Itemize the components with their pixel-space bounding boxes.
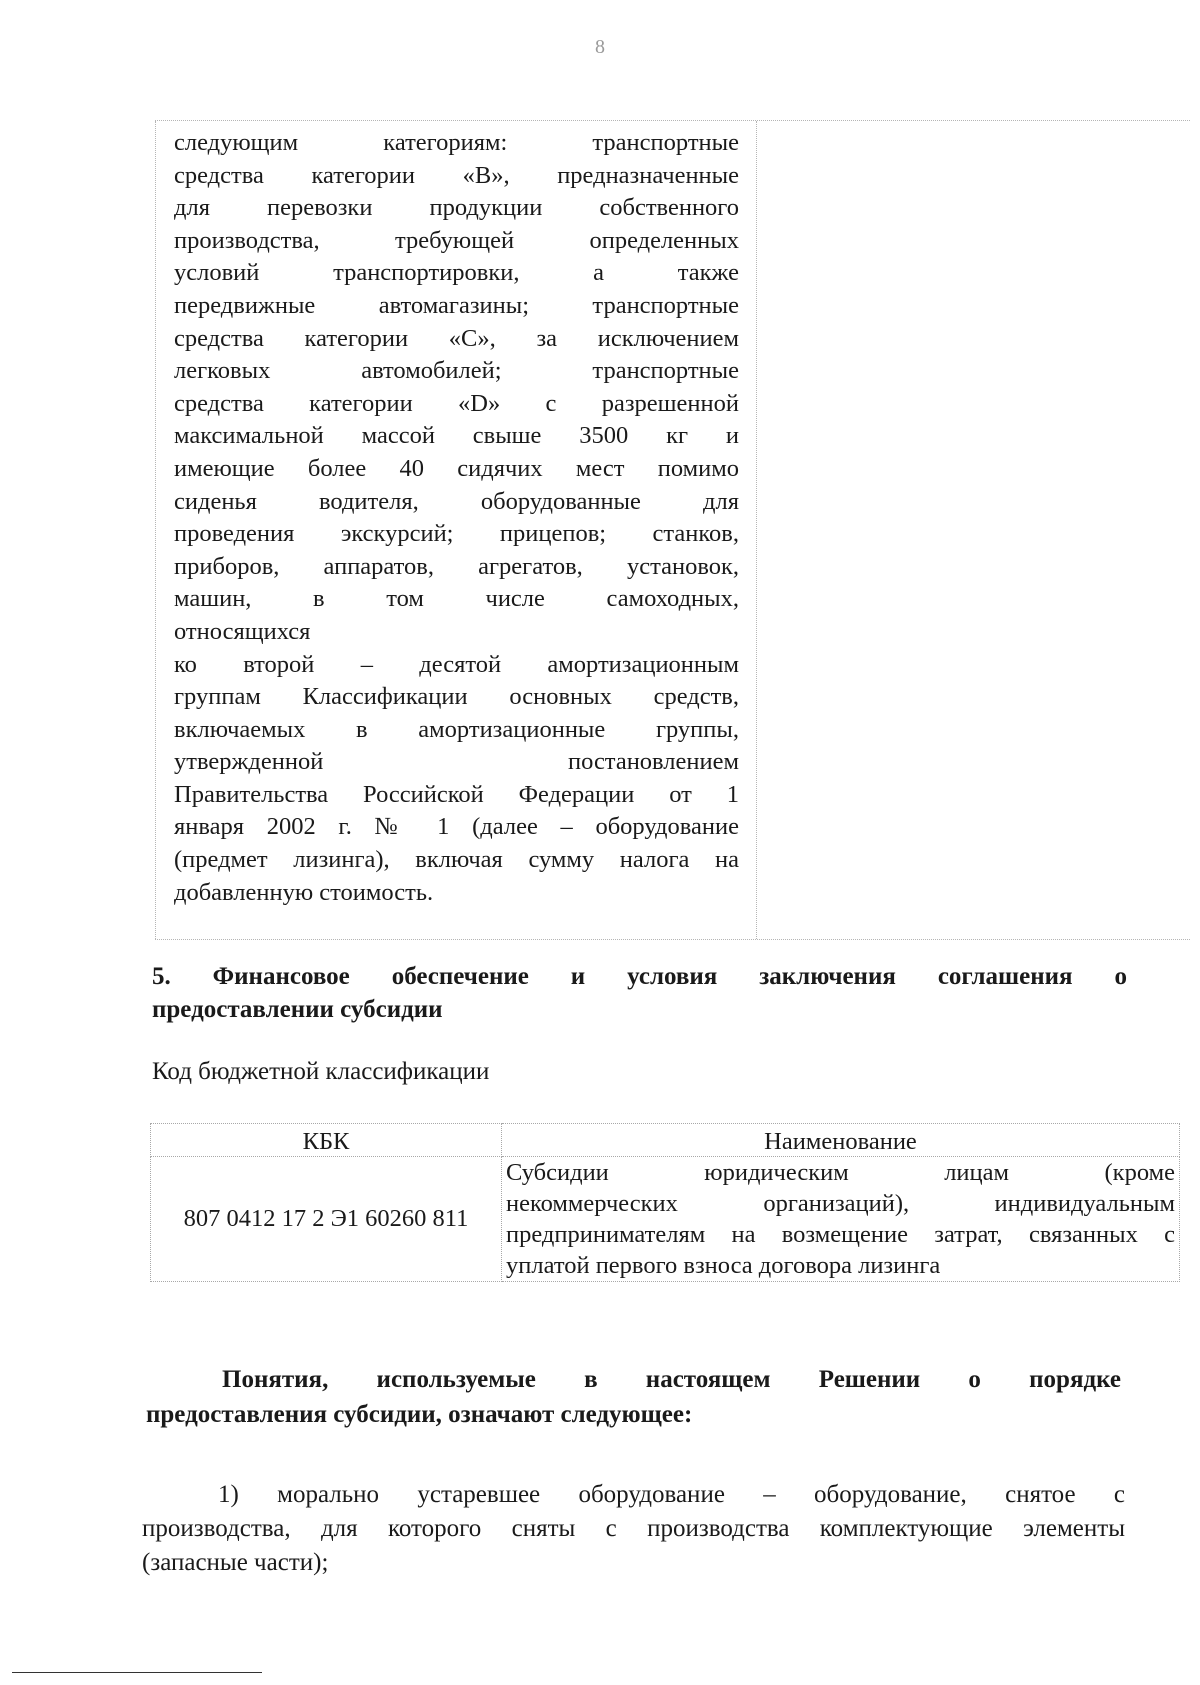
- equipment-text-line: группам Классификации основных средств,: [174, 683, 739, 711]
- section-heading-line: 5. Финансовое обеспечение и условия заключения соглашения о: [152, 963, 1127, 990]
- equipment-text-line: машин, в том числе самоходных,: [174, 585, 739, 613]
- page-number: 8: [595, 36, 605, 58]
- equipment-text-line: производства, требующей определенных: [174, 226, 739, 254]
- equipment-text-line: максимальной массой свыше 3500 кг и: [174, 422, 739, 450]
- equipment-text-line: средства категории «С», за исключением: [174, 324, 739, 352]
- equipment-text-line: условий транспортировки, а также: [174, 259, 739, 287]
- kbk-table-header-row: [151, 1124, 1180, 1157]
- header-kbk: КБК: [151, 1124, 502, 1157]
- definition-item-1: [142, 1478, 1125, 1580]
- footnote-rule: [12, 1672, 262, 1673]
- kbk-name-line: уплатой первого взноса договора лизинга: [506, 1252, 941, 1279]
- equipment-text-line: Правительства Российской Федерации от 1: [174, 780, 739, 808]
- kbk-table: [150, 1123, 1180, 1282]
- equipment-table-continuation: [155, 120, 1190, 940]
- equipment-text-line: имеющие более 40 сидячих мест помимо: [174, 454, 739, 482]
- equipment-text-line: следующим категориям: транспортные: [174, 129, 739, 156]
- equipment-text-line: средства категории «В», предназначенные: [174, 161, 739, 189]
- definitions-heading: [146, 1362, 1121, 1432]
- kbk-name-cell: [502, 1157, 1180, 1282]
- table-row: [151, 1157, 1180, 1282]
- equipment-text-line: передвижные автомагазины; транспортные: [174, 291, 739, 319]
- definition-item-line: 1) морально устаревшее оборудование – оборудование, снятое с: [218, 1481, 1125, 1508]
- kbk-name-line: некоммерческих организаций), индивидуальным: [506, 1190, 1175, 1217]
- equipment-text-line: ко второй – десятой амортизационным: [174, 650, 739, 678]
- equipment-text-line: легковых автомобилей; транспортные: [174, 357, 739, 385]
- equipment-text-line: (предмет лизинга), включая сумму налога на: [174, 846, 739, 874]
- equipment-text-line: добавленную стоимость.: [174, 878, 434, 906]
- empty-right-cell: [755, 121, 1190, 939]
- header-name: Наименование: [502, 1124, 1180, 1157]
- definition-item-line: (запасные части);: [142, 1549, 329, 1576]
- kbk-code-cell: 807 0412 17 2 Э1 60260 811: [151, 1157, 502, 1282]
- equipment-text-line: января 2002 г. № 1 (далее – оборудование: [174, 813, 739, 841]
- definitions-heading-line: предоставления субсидии, означают следующее:: [146, 1401, 693, 1428]
- equipment-text-line: средства категории «D» с разрешенной: [174, 389, 739, 417]
- equipment-text-line: для перевозки продукции собственного: [174, 194, 739, 222]
- equipment-description-cell: [155, 121, 757, 939]
- equipment-text-line: утвержденной постановлением: [174, 748, 739, 776]
- equipment-description-text: [174, 127, 739, 909]
- equipment-text-line: приборов, аппаратов, агрегатов, установок,: [174, 552, 739, 580]
- definition-item-line: производства, для которого сняты с производства комплектующие элементы: [142, 1515, 1125, 1542]
- equipment-text-line: включаемых в амортизационные группы,: [174, 715, 739, 743]
- equipment-text-line: относящихся: [174, 617, 311, 645]
- section-5-heading: [152, 960, 1127, 1026]
- kbk-caption: Код бюджетной классификации: [152, 1058, 490, 1085]
- equipment-text-line: сиденья водителя, оборудованные для: [174, 487, 739, 515]
- definitions-heading-line: Понятия, используемые в настоящем Решении о порядке: [222, 1366, 1121, 1393]
- kbk-name-line: предпринимателям на возмещение затрат, связанных с: [506, 1221, 1175, 1248]
- section-heading-line: предоставлении субсидии: [152, 996, 443, 1023]
- kbk-name-line: Субсидии юридическим лицам (кроме: [506, 1159, 1175, 1186]
- equipment-text-line: проведения экскурсий; прицепов; станков,: [174, 520, 739, 548]
